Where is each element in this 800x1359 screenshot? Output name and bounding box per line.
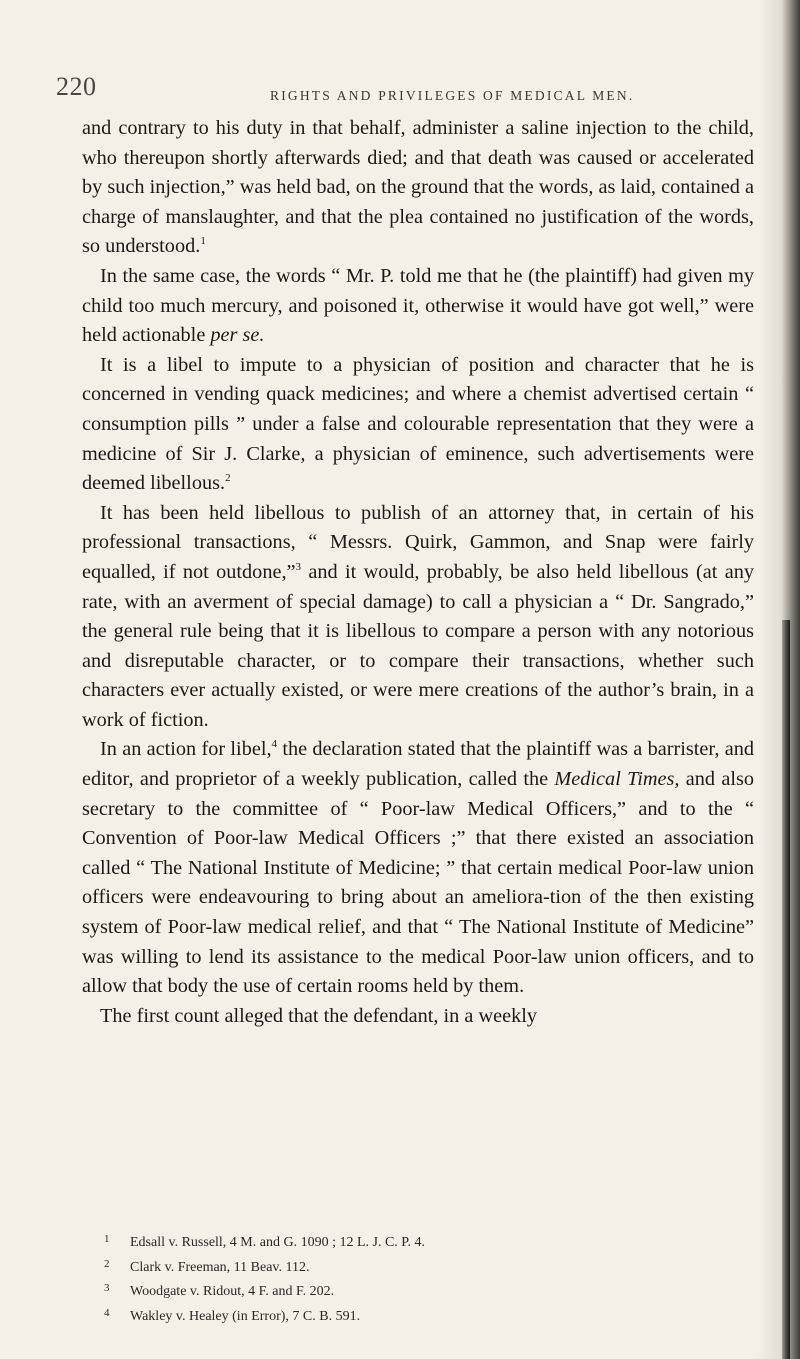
footnote-4: [104, 1303, 744, 1328]
footnote-ref-1: 1: [200, 235, 206, 248]
paragraph-4-text-b: and it would, probably, be also held libellous (at any rate, with an averment of special damage) to call a physician a “ Dr. Sangrado,” the general rule being that it is libellous to compare a person with any notorious and disreputable character, or to compare their transactions, whether such characters ever actually existed, or were mere creations of the author’s brain, in a work of fiction.: [82, 560, 754, 731]
footnotes: [104, 1229, 744, 1327]
page-edge-shadow: [758, 0, 800, 1359]
paragraph-1-text: and contrary to his duty in that behalf, administer a saline injection to the child, who thereupon shortly afterwards died; and that death was caused or accelerated by such injection,” was held bad, on the ground that the words, as laid, contained a charge of manslaughter, and that the plea contained no justification of the words, so understood.: [82, 117, 754, 258]
paragraph-2-text: In the same case, the words “ Mr. P. told me that he (the plaintiff) had given my child too much mercury, and poisoned it, otherwise it would have got well,” were held actionable: [82, 264, 754, 347]
paragraph-5-text-a: In an action for libel,: [100, 738, 272, 761]
paragraph-6-text: The first count alleged that the defendant, in a weekly: [100, 1004, 538, 1027]
body-text: [82, 114, 754, 1031]
footnote-2-number: 2: [104, 1257, 110, 1270]
footnote-1: [104, 1229, 744, 1254]
footnote-2: [104, 1254, 744, 1279]
paragraph-5-text-c: and also secretary to the committee of “ Poor-law Medical Officers,” and to the “ Convention of Poor-law Medical Officers ;” that there existed an association called “ The National Institute of Medicine; ” that certain medical Poor-law union officers were endeavouring to bring about an ameliora-tion of the then existing system of Poor-law medical relief, and that “ The National Institute of Medicine” was willing to lend its assistance to the medical Poor-law union officers, and to allow that body the use of certain rooms held by them.: [82, 768, 755, 998]
page-number: 220: [56, 72, 97, 101]
paragraph-1: [82, 114, 754, 262]
paragraph-2-italic: per se.: [210, 324, 265, 347]
binding-edge: [782, 620, 790, 1359]
running-head: RIGHTS AND PRIVILEGES OF MEDICAL MEN.: [270, 88, 635, 103]
footnote-ref-2: 2: [225, 472, 231, 485]
paragraph-3: [82, 351, 754, 499]
footnote-2-text: Clark v. Freeman, 11 Beav. 112.: [130, 1259, 310, 1275]
footnote-ref-3: 3: [295, 560, 302, 573]
footnote-3-number: 3: [104, 1282, 110, 1294]
footnote-4-text: Wakley v. Healey (in Error), 7 C. B. 591.: [130, 1308, 361, 1324]
footnote-3: [104, 1278, 744, 1303]
footnote-1-number: 1: [104, 1233, 110, 1245]
paragraph-5-text-b: the declaration stated that the plaintiff was a barrister, and editor, and proprietor of a weekly publication, called the: [82, 738, 754, 791]
paragraph-4-text-a: It has been held libellous to publish of an attorney that, in certain of his professional transactions, “ Messrs. Quirk, Gammon, and Snap were fairly equalled, if not outdone,”: [82, 501, 754, 583]
paragraph-3-text: It is a libel to impute to a physician of position and character that he is concerned in vending quack medicines; and where a chemist advertised certain “ consumption pills ” under a false and colourable representation that they were a medicine of Sir J. Clarke, a physician of eminence, such advertisements were deemed libellous.: [82, 353, 754, 495]
paragraph-6: [82, 1002, 754, 1032]
paragraph-4: [82, 499, 754, 736]
footnote-4-number: 4: [104, 1306, 110, 1319]
footnote-1-text: Edsall v. Russell, 4 M. and G. 1090 ; 12 L. J. C. P. 4.: [130, 1235, 426, 1250]
paragraph-5-italic: Medical Times,: [554, 768, 680, 791]
paragraph-5: [82, 735, 754, 1001]
paragraph-2: [82, 262, 754, 351]
footnote-ref-4: 4: [271, 738, 278, 751]
footnote-3-text: Woodgate v. Ridout, 4 F. and F. 202.: [130, 1284, 335, 1299]
